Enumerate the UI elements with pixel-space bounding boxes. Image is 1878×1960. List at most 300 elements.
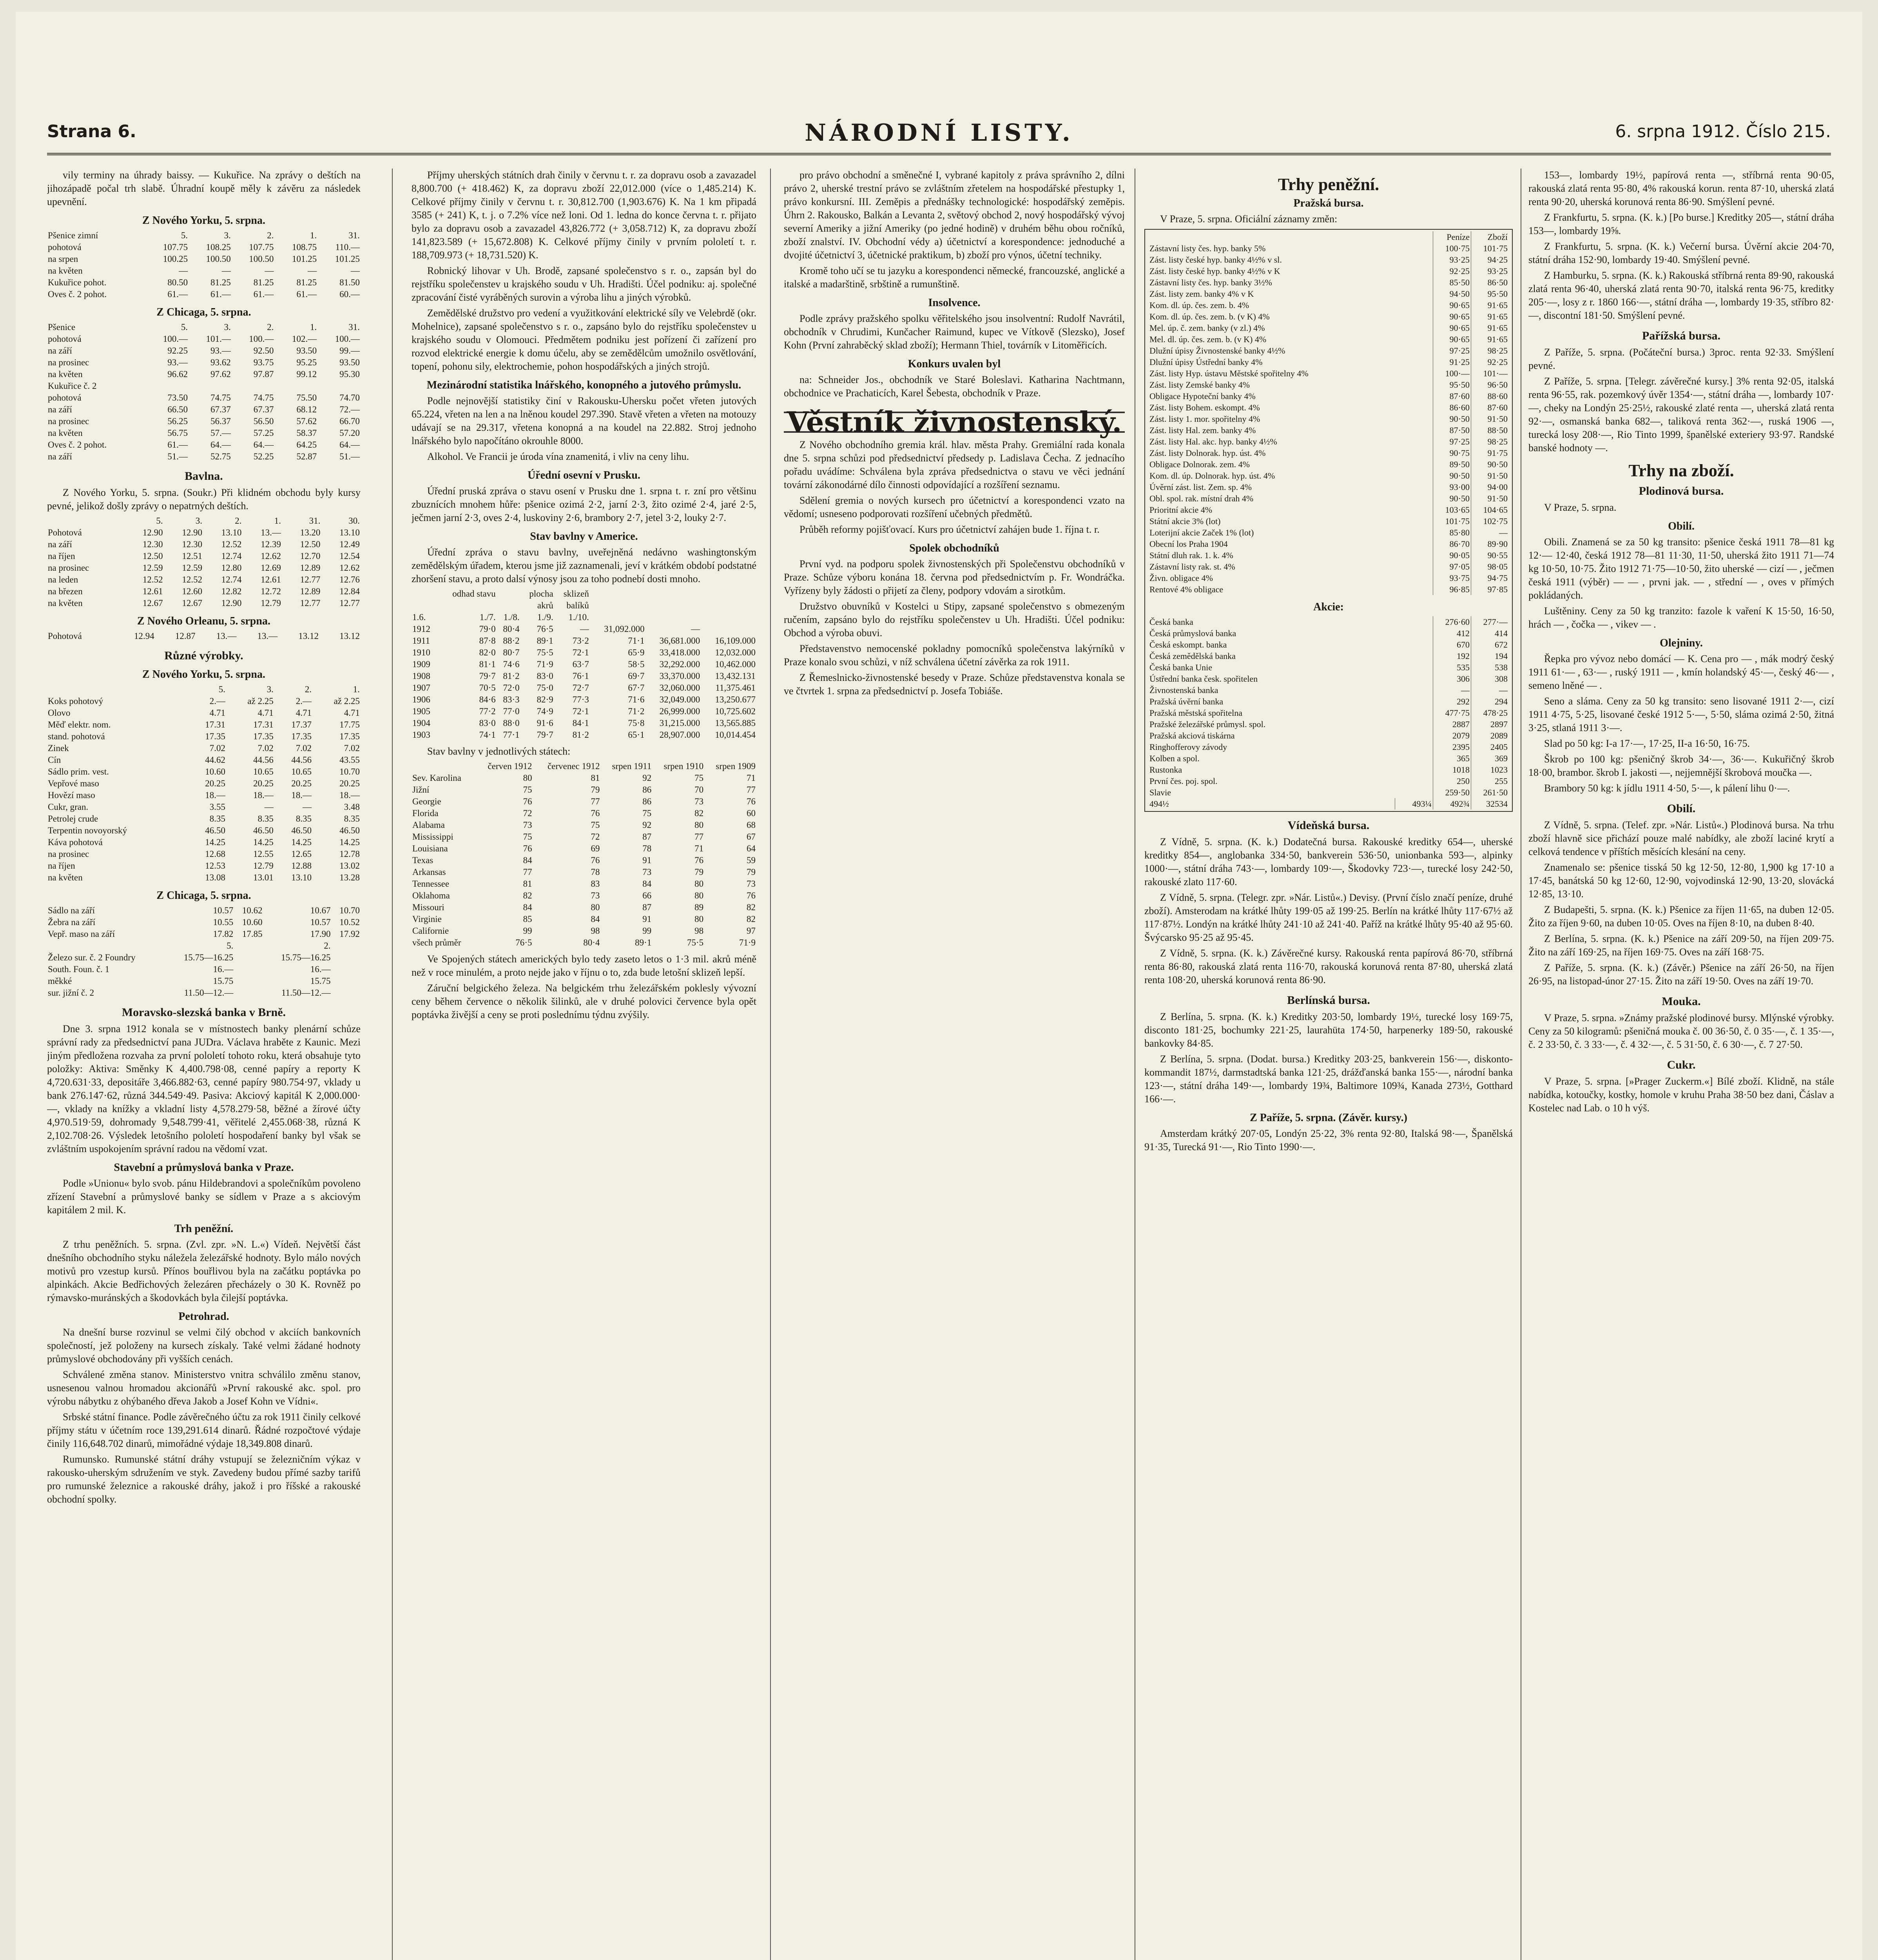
table-row — [411, 808, 756, 819]
table-cell: Kolben a spol. — [1149, 753, 1200, 763]
table-row — [47, 848, 361, 860]
table-cell: 84 — [523, 902, 532, 912]
table-cell: 13.20 — [300, 528, 321, 537]
table-cell: červenec 1912 — [547, 761, 600, 771]
table-cell: 87·60 — [1471, 402, 1509, 413]
table-cell: 12.69 — [261, 563, 281, 573]
table-cell: Loterijní akcie Začek 1% (lot) — [1149, 528, 1254, 537]
table-cell: Terpentin novoyorský — [48, 826, 127, 835]
table-cell: 28,907.000 — [659, 730, 700, 740]
table-row — [411, 913, 756, 925]
table-cell: 73 — [747, 879, 756, 889]
table-cell: 72 — [523, 808, 532, 818]
table-cell: 97·85 — [1471, 584, 1509, 595]
table-cell: 92.25 — [167, 346, 188, 356]
table-cell: 89·50 — [1433, 459, 1471, 470]
table-cell: 93.— — [210, 346, 231, 356]
table-cell — [47, 940, 166, 952]
table-cell: 13.28 — [339, 873, 360, 882]
table-cell: 86·60 — [1433, 402, 1471, 413]
table-cell: 93·00 — [1433, 481, 1471, 493]
table-cell: 17.35 — [253, 731, 274, 741]
table-cell: 12.72 — [261, 586, 281, 596]
table-cell: Hovězí maso — [48, 790, 95, 800]
section-heading: Z Chicaga, 5. srpna. — [156, 889, 251, 902]
table-cell — [232, 380, 275, 392]
article-text: Z Frankfurtu, 5. srpna. (K. k.) Večerní bursa. Úvěrní akcie 204·70, státní dráha 152·90, lombardy 19·40. Smýšlení pevné. — [1528, 241, 1834, 265]
table-cell: 84 — [523, 855, 532, 865]
table-cell: 1018 — [1433, 764, 1471, 775]
table-cell: 369 — [1471, 753, 1509, 764]
table-cell: 101·75 — [1433, 515, 1471, 527]
table-cell — [497, 600, 520, 612]
table-cell: 93.50 — [296, 346, 317, 356]
article-text: Stav bavlny v jednotlivých státech: — [427, 746, 571, 757]
article-text: Rumunsko. Rumunské státní dráhy vstupují se železničním výkaz v rakousko-uherským sdružením ve styk. Zavedeny budou přímé sazby tarifů pro rumunské železnice a rakouské dráhy, jakož i pro říšské a rakouské obchodní spolky. — [47, 1454, 361, 1505]
article-heading: Úřední osevní v Prusku. — [528, 469, 640, 481]
table-row — [47, 742, 361, 754]
table-cell: 13.01 — [253, 873, 274, 882]
column-5 — [1528, 169, 1834, 1960]
table-cell: 83·0 — [537, 671, 553, 681]
table-cell: 4.71 — [209, 708, 225, 718]
table-cell — [332, 987, 361, 999]
table-cell: 13.— — [257, 631, 278, 641]
table-cell: 79 — [747, 867, 756, 877]
table-cell: 17.37 — [291, 720, 312, 730]
table-cell: Česká průmyslová banka — [1149, 628, 1236, 638]
table-cell: 100.25 — [163, 254, 188, 264]
table-cell: 74.75 — [210, 393, 231, 403]
table-cell: Pohotová — [48, 528, 82, 537]
table-cell: 89·90 — [1471, 538, 1509, 550]
table-cell: 88·50 — [1471, 425, 1509, 436]
table-cell: Vepř. maso na září — [48, 929, 115, 939]
table-row — [411, 706, 756, 717]
table-cell: 32,060.000 — [659, 683, 700, 693]
table-cell — [411, 760, 475, 772]
table-cell: Obligace Hypoteční banky 4% — [1149, 391, 1256, 401]
table-cell: 94·00 — [1471, 481, 1509, 493]
table-cell: 18.— — [291, 790, 312, 800]
table-cell: 66.50 — [167, 405, 188, 414]
article-text: Schválené změna stanov. Ministerstvo vnitra schválilo změnu stanov, usnesenou valnou hromadou akcionářů »První rakouské akc. spol. pro výrobu nábytku z ohýbaného dřeva Jakob a Josef Kohn ve Vídni«. — [47, 1369, 361, 1407]
section-subheading: Pražská bursa. — [1293, 197, 1364, 209]
ledger-totals — [1148, 798, 1509, 809]
ledger-row — [1148, 662, 1509, 673]
table-cell: 17.35 — [339, 731, 360, 741]
table-cell: 64.— — [339, 440, 360, 450]
table-cell: 65·9 — [628, 648, 645, 657]
table-cell: 12.90 — [142, 528, 163, 537]
table-cell: 2897 — [1471, 719, 1509, 730]
table-cell: 14.25 — [253, 837, 274, 847]
table-cell: 12.89 — [300, 563, 321, 573]
table-row — [47, 928, 361, 940]
orleans-table — [47, 630, 361, 642]
table-row — [411, 760, 756, 772]
table-cell: 255 — [1471, 775, 1509, 787]
stocks-ledger — [1148, 616, 1509, 798]
table-cell: 102·75 — [1471, 515, 1509, 527]
table-cell: 32,292.000 — [659, 659, 700, 669]
table-cell: Texas — [412, 855, 433, 865]
section-heading: Plodinová bursa. — [1639, 485, 1724, 497]
table-cell: 51.— — [339, 452, 360, 461]
table-cell: 31. — [309, 516, 321, 526]
table-cell: 93.75 — [253, 358, 274, 367]
ledger-row — [1148, 368, 1509, 379]
table-cell: 12.89 — [300, 586, 321, 596]
table-cell: 86 — [642, 797, 652, 806]
table-row — [47, 241, 361, 253]
article-text: Z Frankfurtu, 5. srpna. (K. k.) [Po burse.] Kreditky 205—, státní dráha 153—, lombardy 19⅝. — [1528, 212, 1834, 236]
table-cell: 108.75 — [292, 242, 317, 252]
table-cell: Žebra na září — [48, 917, 96, 927]
ledger-row — [1148, 402, 1509, 413]
table-row — [47, 333, 361, 345]
table-cell: na prosinec — [48, 849, 89, 859]
table-cell: 101·— — [1471, 368, 1509, 379]
table-row — [47, 392, 361, 404]
table-cell: 72·1 — [572, 648, 589, 657]
table-cell: 91·65 — [1471, 322, 1509, 334]
table-cell: Zást. listy 1. mor. spořitelny 4% — [1149, 414, 1260, 424]
ledger-row — [1148, 413, 1509, 425]
table-cell: 79·0 — [479, 624, 496, 634]
section-title: Trhy peněžní. — [1278, 175, 1379, 194]
table-cell: 2405 — [1471, 741, 1509, 753]
table-cell: odhad stavu — [452, 589, 496, 599]
table-row — [47, 380, 361, 392]
table-cell: Sádlo prim. vest. — [48, 767, 109, 777]
table-cell: 58·5 — [628, 659, 645, 669]
table-cell: 12.50 — [300, 539, 321, 549]
table-cell: na září — [48, 452, 72, 461]
table-cell: 100·75 — [1433, 243, 1471, 254]
section-heading: Obilí. — [1667, 802, 1696, 815]
ledger-row — [1148, 616, 1509, 628]
table-cell: až 2.25 — [247, 696, 274, 706]
table-cell: 10.65 — [291, 767, 312, 777]
table-cell: 91·25 — [1433, 356, 1471, 368]
ledger-row — [1148, 311, 1509, 322]
table-cell: 82 — [694, 808, 704, 818]
table-cell: 192 — [1433, 650, 1471, 662]
table-cell: 5. — [181, 230, 188, 240]
table-cell: 10.52 — [339, 917, 360, 927]
ledger-row — [1148, 550, 1509, 561]
table-cell: Alabama — [412, 820, 445, 830]
table-cell: 12.74 — [221, 551, 242, 561]
table-cell: Jižní — [412, 785, 430, 795]
table-cell: na leden — [48, 575, 78, 584]
table-cell: 17.31 — [253, 720, 274, 730]
table-cell: Živnostenská banka — [1149, 685, 1218, 695]
table-cell: Cukr, gran. — [48, 802, 89, 812]
table-cell: 12,032.000 — [715, 648, 756, 657]
table-cell: 20.25 — [205, 779, 225, 788]
table-cell: 60 — [747, 808, 756, 818]
table-cell: 85·50 — [1433, 277, 1471, 288]
table-cell — [332, 964, 361, 975]
table-cell: 73 — [523, 820, 532, 830]
cotton-table — [47, 515, 361, 609]
table-cell: 18.— — [205, 790, 225, 800]
table-cell: 67.37 — [210, 405, 231, 414]
table-cell: 80·4 — [503, 624, 520, 634]
table-cell: 10.70 — [339, 767, 360, 777]
table-cell: 11.50—12.— — [184, 988, 234, 998]
table-cell: 8.35 — [257, 814, 274, 824]
table-cell: Česká banka — [1149, 617, 1193, 627]
ledger-row — [1148, 639, 1509, 650]
table-cell: 32,049.000 — [659, 695, 700, 704]
table-cell: 73.50 — [167, 393, 188, 403]
table-cell: Státní dluh rak. 1. k. 4% — [1149, 550, 1233, 560]
table-cell: 12.79 — [261, 598, 281, 608]
table-cell: 90·65 — [1433, 299, 1471, 311]
table-cell: Oves č. 2 pohot. — [48, 289, 107, 299]
table-row — [47, 860, 361, 872]
table-row — [47, 404, 361, 416]
table-cell: Rustonka — [1149, 765, 1182, 775]
table-cell: 535 — [1433, 662, 1471, 673]
table-cell: Pšenice zimní — [48, 230, 98, 240]
table-cell: 194 — [1471, 650, 1509, 662]
table-cell: 31,092.000 — [604, 624, 645, 634]
table-row — [411, 612, 756, 623]
table-cell: 77 — [523, 867, 532, 877]
table-cell: 33,370.000 — [659, 671, 700, 681]
table-cell: 100.— — [163, 334, 188, 344]
article-text: Podle nejnovější statistiky činí v Rakousku-Uhersku počet vřeten jutových 65.224, vřeten na len a na lněnou koudel 297.390. Stavě vřeten a vřeten na motouzy udávají se na 29.317, vřetena konopná a na koudel na 22.882. Stroj jednoho lnářského bylo napočítáno okrouhle 8000. — [411, 395, 756, 446]
table-cell: 12.39 — [261, 539, 281, 549]
table-cell: 73 — [642, 867, 652, 877]
table-row — [411, 937, 756, 949]
article-text: Z Vídně, 5. srpna. (K. k.) Dodatečná bursa. Rakouské kreditky 654—, uherské kreditky 854—, anglobanka 334·50, bankverein 536·50, unionbanka 593—, alpinky 1000·—, státní dráha 743·—, lombardy 109·—, Škodovky 723·—, turecké losy 242·50, rakouské zlato 117·60. — [1144, 836, 1513, 887]
table-cell: 91·50 — [1471, 493, 1509, 504]
column-rule — [770, 169, 771, 1960]
table-cell: 80·4 — [583, 938, 600, 947]
table-cell: Mel. úp. č. zem. banky (v zl.) 4% — [1149, 323, 1265, 333]
table-cell: 13.10 — [221, 528, 242, 537]
table-cell: Zást. listy Bohem. eskompt. 4% — [1149, 403, 1260, 412]
table-cell: 365 — [1433, 753, 1471, 764]
table-cell: pohotová — [48, 334, 82, 344]
table-row — [47, 550, 361, 562]
table-cell: Pražské železářské průmysl. spol. — [1149, 719, 1266, 729]
table-cell: 12.62 — [339, 563, 360, 573]
table-cell: 12.77 — [300, 598, 321, 608]
cotton-states-table — [411, 760, 756, 949]
table-cell: 17.82 — [213, 929, 234, 939]
table-row — [47, 368, 361, 380]
table-cell: 99.— — [339, 346, 360, 356]
ledger-row — [1148, 447, 1509, 459]
article-text: V Praze, 5. srpna. Oficiální záznamy změn: — [1160, 213, 1338, 225]
table-cell: 11,375.461 — [715, 683, 756, 693]
table-cell: 2. — [235, 516, 242, 526]
table-cell: 10,014.454 — [715, 730, 756, 740]
ledger-row — [1148, 741, 1509, 753]
table-cell: 100.— — [335, 334, 360, 344]
article-text: Robnický lihovar v Uh. Brodě, zapsané společenstvo s r. o., zapsán byl do rejstříku společenstev u krajského soudu v Uh. Hradišti. Účel podniku: aj. společné zpracování čisté vyráběných surovin a výroba lihu a jiných výrobků. — [411, 265, 756, 303]
table-cell: 12.68 — [205, 849, 225, 859]
table-row — [47, 289, 361, 300]
table-row — [47, 439, 361, 451]
table-cell: 71 — [747, 773, 756, 783]
table-cell: 56.75 — [167, 428, 188, 438]
table-cell: Kukuřice č. 2 — [48, 381, 97, 391]
ledger-row — [1148, 538, 1509, 550]
table-cell: 1./9. — [537, 612, 553, 622]
table-cell: Slavie — [1149, 788, 1171, 797]
article-text: Družstvo obuvníků v Kostelci u Stipy, zapsané společenstvo s obmezeným ručením, zapsáno bylo do rejstříku společenstev u Uh. Hradišti. Účel podniku: Obchod a výroba obuvi. — [784, 601, 1125, 639]
table-cell: 250 — [1433, 775, 1471, 787]
table-cell: Zinek — [48, 743, 69, 753]
table-cell: 79 — [694, 867, 704, 877]
table-cell: 3. — [224, 322, 231, 332]
table-cell: Prioritní akcie 4% — [1149, 505, 1213, 515]
table-cell: červen 1912 — [488, 761, 532, 771]
table-cell: 77·1 — [503, 730, 520, 740]
table-cell: 88·60 — [1471, 390, 1509, 402]
table-cell: 91·50 — [1471, 413, 1509, 425]
column-4 — [1144, 169, 1513, 1960]
table-cell: 91·6 — [537, 718, 553, 728]
table-cell — [47, 684, 188, 695]
table-cell: Rentové 4% obligace — [1149, 584, 1224, 594]
article-text: První vyd. na podporu spolek živnostenských při Společenstvu obchodníků v Praze. Schůze výboru konána 18. června pod předsednictvím p. Fr. Wondráčka. Vyřízeny byly žádosti o přijetí za členy, podpory vdovám a sirotkům. — [784, 558, 1125, 596]
table-row — [47, 719, 361, 731]
table-cell: 77 — [694, 832, 704, 842]
table-cell: 46.50 — [205, 826, 225, 835]
table-cell: 73 — [694, 797, 704, 806]
table-cell: 492¾ — [1433, 798, 1471, 809]
table-cell: 292 — [1433, 696, 1471, 707]
table-cell: 76·5 — [515, 938, 532, 947]
table-cell: 672 — [1471, 639, 1509, 650]
article-text: Z Vídně, 5. srpna. (Telegr. zpr. »Nár. Listů«.) Devisy. (První číslo značí peníze, druhé zboží). Amsterodam na krátké lhůty 199·05 až 199·25. Berlín na krátké lhůty 117·67½ až 117·87½. Londýn na krátké lhůty 241·10 až 241·40. Paříž na krátké lhůty 95·40 až 95·60. Švýcarsko 95·25 až 95·45. — [1144, 892, 1513, 943]
ledger-row — [1148, 515, 1509, 527]
table-cell: 98·05 — [1471, 561, 1509, 572]
ledger-row — [1148, 673, 1509, 684]
bavlna-text: Z Nového Yorku, 5. srpna. (Soukr.) Při klidném obchodu byly kursy pevné, jelikož došly zprávy o nepatrných deštích. — [47, 487, 361, 512]
table-cell: 91 — [642, 914, 652, 924]
table-cell: 83·3 — [503, 695, 520, 704]
table-cell: 78 — [642, 844, 652, 853]
table-cell: 91·75 — [1471, 447, 1509, 459]
table-cell: 90·65 — [1433, 334, 1471, 345]
table-cell: 3. — [195, 516, 203, 526]
table-cell: 76 — [591, 808, 600, 818]
table-row — [47, 427, 361, 439]
table-cell: 90·50 — [1433, 493, 1471, 504]
table-cell: 98 — [591, 926, 600, 936]
table-cell: 16.— — [310, 964, 331, 974]
table-cell: 87·50 — [1433, 425, 1471, 436]
table-cell: Zást. listy české hyp. banky 4½% v sl. — [1149, 255, 1282, 265]
table-cell: 83·0 — [479, 718, 496, 728]
table-cell: 2.— — [209, 696, 225, 706]
table-cell — [1148, 231, 1433, 243]
table-cell: 99.12 — [296, 369, 317, 379]
ledger-row — [1148, 527, 1509, 538]
table-cell: na září — [48, 405, 72, 414]
table-cell: 4.71 — [295, 708, 312, 718]
table-cell: 82 — [523, 891, 532, 900]
table-cell: 15.75—16.25 — [281, 953, 331, 962]
article-text: Podle zprávy pražského spolku věřitelského jsou insolventní: Rudolf Navrátil, obchodník v Chrudimi, Kunčacher Raimund, kupec ve Vítkově (Slezsko), Josef Kohn (První zahraběcký sklad zboží); Hermann Thiel, továrník v Litoměřicích. — [784, 313, 1125, 351]
table-cell: 12.59 — [142, 563, 163, 573]
table-cell: 4.71 — [344, 708, 360, 718]
table-cell: 76 — [694, 855, 704, 865]
table-cell: 57.25 — [253, 428, 274, 438]
table-cell: 78 — [591, 867, 600, 877]
table-cell: 7.02 — [209, 743, 225, 753]
table-cell: 20.25 — [253, 779, 274, 788]
table-cell: 79 — [591, 785, 600, 795]
section-heading: Z Nového Yorku, 5. srpna. — [142, 214, 265, 227]
table-cell: 68.12 — [296, 405, 317, 414]
ledger-row — [1148, 390, 1509, 402]
table-cell: 72.— — [339, 405, 360, 414]
article-text: Z Řemeslnicko-živnostenské besedy v Praze. Schůze představenstva konala se ve čtvrtek 1. srpna za předsednictví p. Josefa Tobiáše. — [784, 672, 1125, 697]
table-cell: na říjen — [48, 551, 75, 561]
table-cell: 10.55 — [213, 917, 234, 927]
table-cell: 82 — [747, 914, 756, 924]
table-cell: 93·25 — [1471, 265, 1509, 277]
section-heading: Z Nového Orleanu, 5. srpna. — [137, 615, 270, 627]
table-cell: 81·2 — [503, 671, 520, 681]
ledger-row — [1148, 572, 1509, 584]
table-row — [47, 813, 361, 825]
table-cell: 11.50—12.— — [281, 988, 331, 998]
table-cell — [317, 380, 361, 392]
table-cell: Zástavní listy rak. st. 4% — [1149, 562, 1235, 572]
table-cell: 87·8 — [479, 636, 496, 646]
table-cell: Obecní los Praha 1904 — [1149, 539, 1228, 549]
table-cell: 13,250.677 — [715, 695, 756, 704]
ledger-row — [1148, 243, 1509, 254]
table-cell: Virginie — [412, 914, 442, 924]
table-cell: Zboží — [1471, 231, 1509, 243]
table-cell: 2887 — [1433, 719, 1471, 730]
table-cell: 12.30 — [182, 539, 203, 549]
table-cell: 94·75 — [1471, 572, 1509, 584]
table-cell: 1907 — [412, 683, 430, 693]
table-cell: akrů — [537, 601, 553, 610]
table-cell: 82·9 — [537, 695, 553, 704]
table-cell: 12.67 — [182, 598, 203, 608]
table-cell: 83 — [591, 879, 600, 889]
table-cell: 85·80 — [1433, 527, 1471, 538]
table-cell: 91 — [642, 855, 652, 865]
table-cell: 87 — [642, 902, 652, 912]
table-cell: 57.20 — [339, 428, 360, 438]
table-cell: 71·1 — [628, 636, 645, 646]
table-cell: 86 — [642, 785, 652, 795]
table-cell: 61.— — [296, 289, 317, 299]
table-cell: Zást. listy Dolnorak. hyp. úst. 4% — [1149, 448, 1266, 458]
article-text: Příjmy uherských státních drah činily v červnu t. r. za dopravu osob a zavazadel 8,800.700 (+ 418.462) K, za dopravu zboží 22,012.000 (více o 1,485.214) K. Celkové příjmy činily v červnu t. r. 30,812.700 (1,903.676) K. Na 1 km připadá 3585 (+ 241) K, t. j. o 7.2% více než loni. Od 1. ledna do konce června t. r. přijato bylo za dopravu osob a zavazadel 43,826.772 (+ 3,058.712) K, za dopravu zboží 141,823.589 (+ 15,672.808) K. Celkové příjmy činily v prvním pololetí t. r. 188,709.973 (+ 18,731.520) K. — [411, 169, 756, 261]
table-cell: 97.62 — [210, 369, 231, 379]
table-cell: 493¼ — [1395, 798, 1433, 809]
table-cell: Zástavní listy čes. hyp. banky 3½% — [1149, 278, 1272, 287]
table-cell: Dlužní úpisy Živnostenské banky 4½% — [1149, 346, 1285, 356]
table-cell: 14.25 — [205, 837, 225, 847]
